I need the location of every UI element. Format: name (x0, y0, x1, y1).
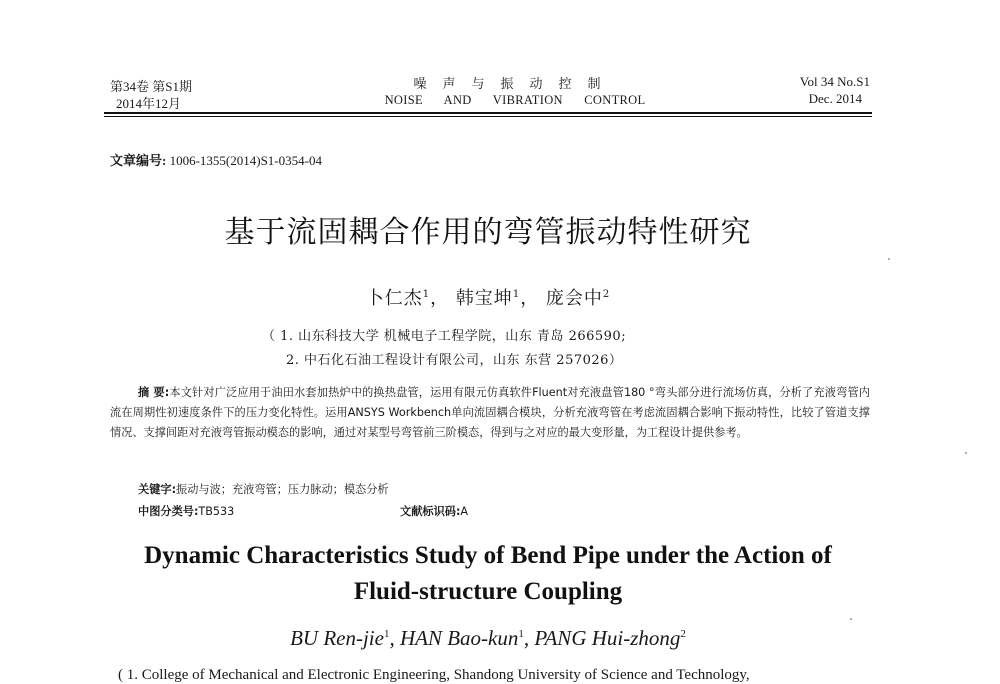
keywords-label: 关键字: (138, 483, 177, 496)
scan-speck (965, 452, 967, 454)
header-rule-thick (104, 112, 872, 114)
title-cn: 基于流固耦合作用的弯管振动特性研究 (224, 215, 752, 250)
document-code-value: A (460, 505, 469, 518)
header-date-en: Dec. 2014 (808, 91, 862, 106)
keywords-text: 振动与波；充液弯管；压力脉动；模态分析 (176, 483, 389, 496)
document-code (400, 503, 468, 519)
author-separator: , (389, 626, 400, 650)
scan-speck (850, 618, 852, 620)
title-en-line1: Dynamic Characteristics Study of Bend Pipe under the Action of (144, 542, 832, 569)
article-number (110, 150, 322, 169)
author-separator: , (523, 626, 535, 650)
header-volume-issue-en: Vol 34 No.S1 (799, 74, 870, 89)
journal-name-cn: 噪声与振动控制 (413, 76, 617, 91)
author-separator: ， (430, 288, 450, 309)
header-volume-info (110, 78, 290, 112)
header-volume-issue: 第34卷 第S1期 (110, 79, 192, 94)
journal-name-en: NOISE AND VIBRATION CONTROL (384, 93, 646, 107)
author-cn: 韩宝坤 (455, 288, 513, 309)
author-affil-mark: 1 (383, 628, 390, 640)
affiliation-cn-2: 2. 中石化石油工程设计有限公司，山东 东营 257026） (286, 353, 623, 368)
clc-label: 中图分类号: (138, 505, 199, 518)
author-affil-mark: 1 (512, 289, 521, 300)
title-en (0, 538, 976, 610)
author-separator: ， (520, 288, 540, 309)
author-en: BU Ren-jie (290, 626, 384, 650)
author-cn: 庞会中 (545, 288, 603, 309)
authors-cn (0, 284, 976, 310)
author-affil-mark: 1 (422, 289, 431, 300)
document-code-label: 文献标识码: (400, 505, 461, 518)
abstract-cn (110, 383, 870, 443)
author-en: HAN Bao-kun (399, 626, 519, 650)
author-cn: 卜仁杰 (365, 288, 423, 309)
article-number-label: 文章编号: (110, 153, 167, 168)
abstract-text: 本文针对广泛应用于油田水套加热炉中的换热盘管，运用有限元仿真软件Fluent对充液盘管180 °弯头部分进行流场仿真，分析了充液弯管内流在周期性初速度条件下的压力变化特性。运用ANSYS Workbench单向流固耦合模块，分析充液弯管在考虑流固耦合影响下振动特性，比较了管道支撑情况、支撑间距对充液弯管振动模态的影响，通过对某型号弯管前三阶模态，得到与之对应的最大变形量，为工程设计提供参考。 (110, 386, 870, 439)
journal-name (300, 75, 730, 109)
author-affil-mark: 2 (680, 628, 686, 640)
affiliation-en-1: ( 1. College of Mechanical and Electronic Engineering, Shandong University of Science and Technology, (118, 667, 750, 683)
header-rule-thin (104, 116, 872, 117)
article-number-value: 1006-1355(2014)S1-0354-04 (169, 153, 322, 168)
author-affil-mark: 2 (602, 289, 611, 300)
abstract-label: 摘 要: (138, 386, 170, 399)
keywords (138, 481, 389, 497)
affiliation-cn-1: （ 1. 山东科技大学 机械电子工程学院，山东 青岛 266590; (262, 329, 627, 344)
title-en-line2: Fluid-structure Coupling (353, 578, 623, 605)
scan-speck (888, 258, 890, 260)
author-affil-mark: 1 (518, 628, 524, 640)
author-en: PANG Hui-zhong (534, 626, 681, 650)
header-date: 2014年12月 (116, 96, 182, 111)
header-volume-info-en (750, 73, 870, 107)
clc-number (138, 503, 234, 519)
authors-en (0, 626, 976, 651)
clc-value: TB533 (198, 505, 235, 518)
